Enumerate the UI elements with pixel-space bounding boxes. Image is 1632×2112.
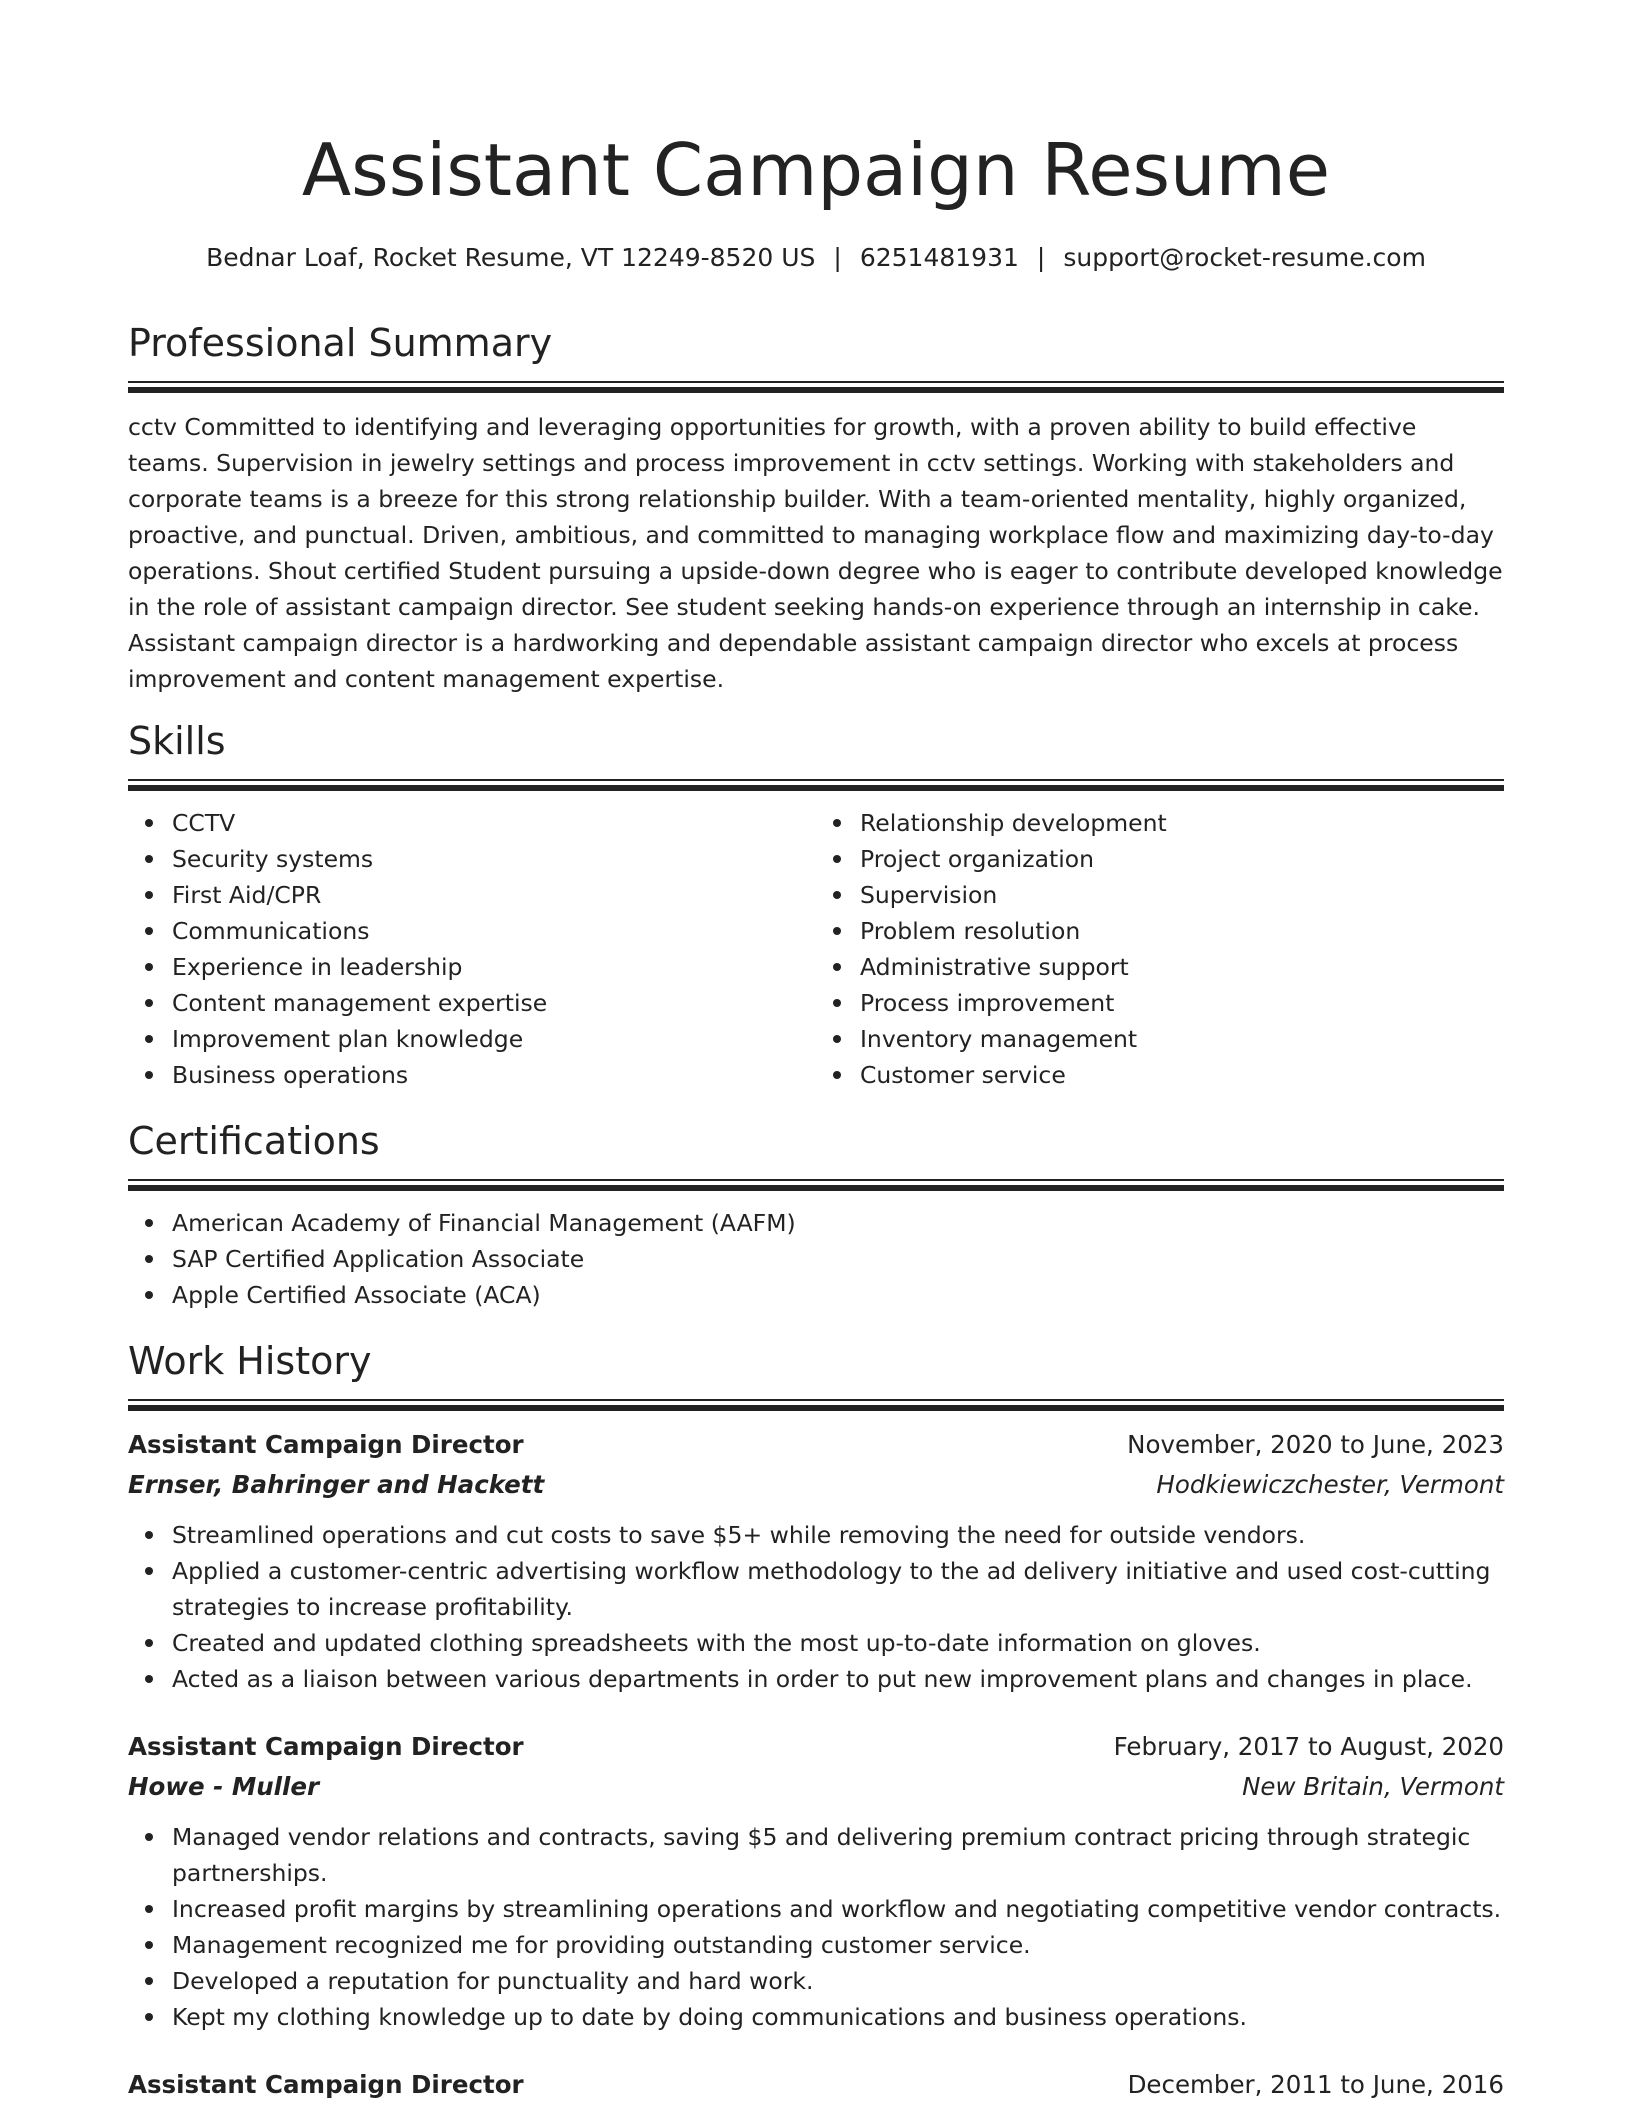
skill-item: Relationship development [816, 805, 1504, 841]
skills-grid [128, 805, 1504, 1093]
job-dates: December, 2011 to June, 2016 [1127, 2070, 1504, 2099]
job-bullet: Acted as a liaison between various departments in order to put new improvement plans and changes in place. [128, 1661, 1504, 1697]
job-location: Hodkiewiczchester, Vermont [1156, 1470, 1504, 1499]
page-title: Assistant Campaign Resume [301, 128, 1331, 212]
contact-separator: | [1036, 243, 1046, 272]
job-dates: November, 2020 to June, 2023 [1127, 1430, 1504, 1459]
skills-list-right [816, 805, 1504, 1093]
work-history-section [128, 1337, 1504, 2105]
section-heading-work-history: Work History [128, 1339, 372, 1383]
job-title: Assistant Campaign Director [128, 2070, 524, 2099]
summary-section [128, 319, 1504, 697]
skill-item: Inventory management [816, 1021, 1504, 1057]
job-dates: February, 2017 to August, 2020 [1113, 1732, 1504, 1761]
job-bullet: Managed vendor relations and contracts, saving $5 and delivering premium contract pricing through strategic partnerships. [128, 1819, 1504, 1891]
skills-section [128, 717, 1504, 1093]
section-heading-summary: Professional Summary [128, 321, 553, 365]
section-heading-certifications: Certifications [128, 1119, 380, 1163]
job-bullets [128, 1517, 1504, 1697]
certifications-section [128, 1117, 1504, 1313]
skills-column-left [128, 805, 816, 1093]
job-title: Assistant Campaign Director [128, 1732, 524, 1761]
skill-item: Business operations [128, 1057, 816, 1093]
skill-item: Communications [128, 913, 816, 949]
contact-separator: | [833, 243, 842, 272]
job-bullet: Streamlined operations and cut costs to save $5+ while removing the need for outside vendors. [128, 1517, 1504, 1553]
job-title: Assistant Campaign Director [128, 1430, 524, 1459]
job-location: New Britain, Vermont [1242, 1772, 1504, 1801]
skill-item: Security systems [128, 841, 816, 877]
skill-item: Process improvement [816, 985, 1504, 1021]
job-company: Howe - Muller [128, 1772, 320, 1801]
job-bullet: Applied a customer-centric advertising workflow methodology to the ad delivery initiative and used cost-cutting strategies to increase profitability. [128, 1553, 1504, 1625]
job-entry [128, 1425, 1504, 1697]
job-entry [128, 1727, 1504, 2035]
certification-item: American Academy of Financial Management (AAFM) [128, 1205, 1504, 1241]
job-company: Ernser, Bahringer and Hackett [128, 1470, 545, 1499]
skills-list-left [128, 805, 816, 1093]
skill-item: First Aid/CPR [128, 877, 816, 913]
contact-email: support@rocket-resume.com [1063, 243, 1426, 272]
skill-item: Administrative support [816, 949, 1504, 985]
contact-phone: 6251481931 [859, 243, 1019, 272]
section-divider [128, 381, 1504, 393]
skill-item: CCTV [128, 805, 816, 841]
skill-item: Project organization [816, 841, 1504, 877]
skill-item: Content management expertise [128, 985, 816, 1021]
certification-item: Apple Certified Associate (ACA) [128, 1277, 1504, 1313]
contact-line [128, 242, 1504, 274]
section-divider [128, 1179, 1504, 1191]
job-bullet: Kept my clothing knowledge up to date by doing communications and business operations. [128, 1999, 1504, 2035]
job-bullet: Increased profit margins by streamlining operations and workflow and negotiating competitive vendor contracts. [128, 1891, 1504, 1927]
section-divider [128, 779, 1504, 791]
job-header-row [128, 1727, 1504, 1767]
contact-address: Bednar Loaf, Rocket Resume, VT 12249-8520 US [206, 243, 816, 272]
job-company-row [128, 1465, 1504, 1505]
resume-page [128, 0, 1504, 2105]
skill-item: Problem resolution [816, 913, 1504, 949]
job-bullet: Management recognized me for providing outstanding customer service. [128, 1927, 1504, 1963]
job-header-row [128, 1425, 1504, 1465]
certification-item: SAP Certified Application Associate [128, 1241, 1504, 1277]
skill-item: Improvement plan knowledge [128, 1021, 816, 1057]
job-bullet: Created and updated clothing spreadsheets with the most up-to-date information on gloves. [128, 1625, 1504, 1661]
summary-text: cctv Committed to identifying and leveraging opportunities for growth, with a proven ability to build effective teams. Supervision in jewelry settings and process improvement in cctv settings. Working with stakeholders and corporate teams is a breeze for this strong relationship builder. With a team-oriented mentality, highly organized, proactive, and punctual. Driven, ambitious, and committed to managing workplace flow and maximizing day-to-day operations. Shout certified Student pursuing a upside-down degree who is eager to contribute developed knowledge in the role of assistant campaign director. See student seeking hands-on experience through an internship in cake. Assistant campaign director is a hardworking and dependable assistant campaign director who excels at process improvement and content management expertise. [128, 413, 1503, 693]
skill-item: Customer service [816, 1057, 1504, 1093]
certifications-list [128, 1205, 1504, 1313]
section-divider [128, 1399, 1504, 1411]
job-bullet: Developed a reputation for punctuality and hard work. [128, 1963, 1504, 1999]
skills-column-right [816, 805, 1504, 1093]
job-company-row [128, 1767, 1504, 1807]
job-entry [128, 2065, 1504, 2105]
section-heading-skills: Skills [128, 719, 226, 763]
skill-item: Experience in leadership [128, 949, 816, 985]
job-bullets [128, 1819, 1504, 2035]
skill-item: Supervision [816, 877, 1504, 913]
job-header-row [128, 2065, 1504, 2105]
